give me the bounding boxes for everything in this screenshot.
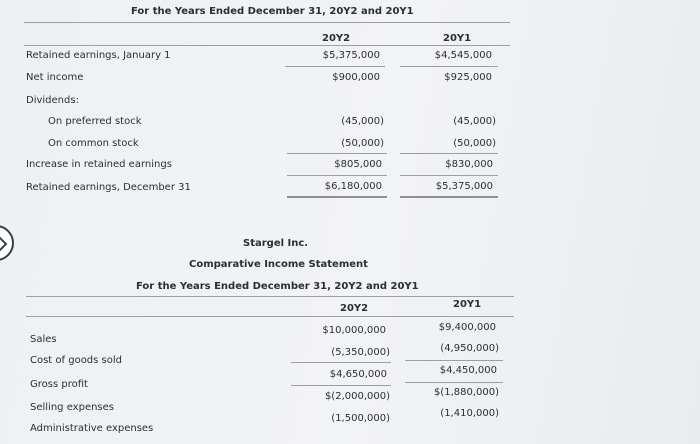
income-row-value-20y1: $(1,880,000) xyxy=(433,387,499,398)
income-row-value-20y2: $4,650,000 xyxy=(329,369,387,380)
retained-rule xyxy=(287,175,387,176)
income-rule xyxy=(291,385,391,386)
retained-row-value-20y1: $5,375,000 xyxy=(435,181,493,192)
income-row-value-20y1: $9,400,000 xyxy=(438,322,496,333)
income-row-value-20y1: (4,950,000) xyxy=(440,343,499,354)
income-row-value-20y2: (1,500,000) xyxy=(331,413,390,424)
retained-col-20y1: 20Y1 xyxy=(443,33,472,44)
retained-row-value-20y2: $805,000 xyxy=(334,159,382,170)
income-row-value-20y2: $(2,000,000) xyxy=(324,391,390,402)
income-row-value-20y2: (5,350,000) xyxy=(331,347,390,358)
income-period: For the Years Ended December 31, 20Y2 and 20Y1 xyxy=(136,281,419,292)
income-rule xyxy=(405,360,503,361)
income-col-20y1: 20Y1 xyxy=(453,299,482,310)
retained-row-value-20y2: $5,375,000 xyxy=(322,50,380,61)
retained-row-label: Net income xyxy=(26,72,84,83)
income-row-value-20y1: $4,450,000 xyxy=(439,365,497,376)
retained-row-value-20y2: $900,000 xyxy=(332,72,380,83)
income-row-label: Selling expenses xyxy=(30,402,115,413)
income-row-label: Administrative expenses xyxy=(30,423,154,434)
income-header-rule xyxy=(26,316,514,317)
retained-rule xyxy=(400,175,498,176)
income-row-value-20y1: (1,410,000) xyxy=(440,408,499,419)
retained-row-value-20y1: (50,000) xyxy=(453,138,496,149)
retained-row-label: Increase in retained earnings xyxy=(26,159,172,170)
retained-row-label: Retained earnings, January 1 xyxy=(26,50,171,61)
retained-col-20y2: 20Y2 xyxy=(322,33,351,44)
retained-row-value-20y1: $925,000 xyxy=(444,72,492,83)
income-title: Comparative Income Statement xyxy=(189,259,368,270)
income-company: Stargel Inc. xyxy=(243,238,309,249)
income-row-label: Sales xyxy=(30,334,57,345)
income-row-value-20y2: $10,000,000 xyxy=(322,325,386,336)
retained-row-value-20y1: (45,000) xyxy=(453,116,496,127)
retained-row-label: Retained earnings, December 31 xyxy=(26,182,191,193)
income-row-label: Gross profit xyxy=(30,379,88,390)
income-rule xyxy=(405,382,503,383)
retained-row-value-20y2: $6,180,000 xyxy=(324,181,382,192)
retained-rule xyxy=(400,153,498,154)
retained-row-value-20y1: $4,545,000 xyxy=(434,50,492,61)
retained-rule xyxy=(400,66,498,67)
retained-row-value-20y2: (50,000) xyxy=(341,138,384,149)
retained-row-label: On common stock xyxy=(48,138,139,149)
retained-double-rule xyxy=(400,196,498,198)
income-top-rule xyxy=(26,296,514,297)
income-rule xyxy=(291,362,391,363)
retained-top-rule xyxy=(24,22,510,23)
retained-header-rule xyxy=(24,45,510,46)
income-col-20y2: 20Y2 xyxy=(340,303,369,314)
retained-rule xyxy=(287,153,387,154)
chevron-right-icon[interactable] xyxy=(0,225,14,261)
retained-period: For the Years Ended December 31, 20Y2 and 20Y1 xyxy=(131,6,414,17)
retained-row-label: Dividends: xyxy=(26,95,79,106)
retained-double-rule xyxy=(287,196,387,198)
income-row-label: Cost of goods sold xyxy=(30,355,123,366)
retained-rule xyxy=(285,66,385,67)
retained-row-value-20y2: (45,000) xyxy=(341,116,384,127)
retained-row-label: On preferred stock xyxy=(48,116,142,127)
retained-row-value-20y1: $830,000 xyxy=(445,159,493,170)
